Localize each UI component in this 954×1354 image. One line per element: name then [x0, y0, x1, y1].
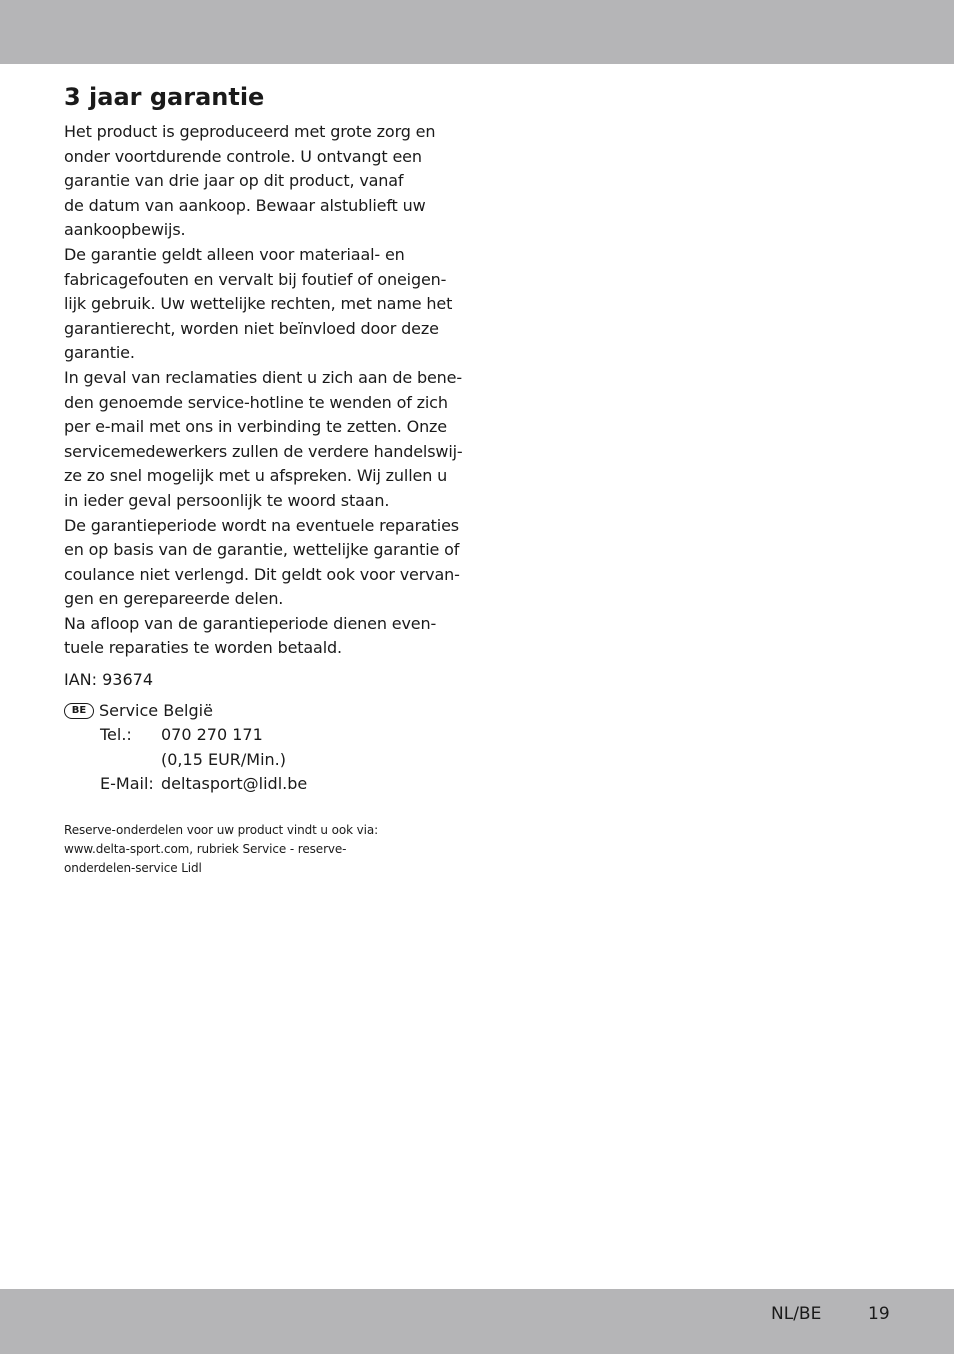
header-band	[0, 0, 954, 64]
tel-row	[64, 723, 474, 748]
rate-row	[64, 748, 474, 773]
service-title-row	[64, 699, 474, 724]
tel-value: 070 270 171	[161, 725, 263, 745]
email-value: deltasport@lidl.be	[161, 774, 308, 794]
paragraph-intro: Het product is geproduceerd met grote zorg en onder voortdurende controle. U ontvangt een garantie van drie jaar op dit product, vanaf de datum van aankoop. Bewaar alstublieft uw aankoopbewijs.	[64, 122, 436, 240]
ian-number: IAN: 93674	[64, 670, 154, 690]
paragraph-scope: De garantie geldt alleen voor materiaal- en fabricagefouten en vervalt bij foutief of oneigen- lijk gebruik. Uw wettelijke rechten, met name het garantierecht, worden niet beïnvloed door deze garantie.	[64, 244, 453, 363]
warranty-section	[64, 80, 474, 878]
service-title: Service België	[99, 700, 213, 720]
country-badge-icon: BE	[64, 703, 94, 719]
tel-label: Tel.:	[100, 725, 132, 745]
paragraph-after: Na afloop van de garantieperiode dienen even- tuele reparaties te worden betaald.	[64, 613, 437, 658]
service-contact	[64, 699, 474, 797]
page-title: 3 jaar garantie	[64, 83, 265, 111]
paragraph-claims: In geval van reclamaties dient u zich aan de bene- den genoemde service-hotline te wenden of zich per e-mail met ons in verbinding te zetten. Onze servicemedewerkers zullen de verdere handelswij- ze zo snel mogelijk met u afspreken. Wij zullen u in ieder geval persoonlijk te woord staan.	[64, 367, 463, 510]
email-row	[64, 772, 474, 797]
page-number: 19	[868, 1304, 890, 1324]
spare-parts-note: Reserve-onderdelen voor uw product vindt u ook via: www.delta-sport.com, rubriek Service - reserve- onderdelen-service Lidl	[64, 823, 379, 876]
paragraph-period: De garantieperiode wordt na eventuele reparaties en op basis van de garantie, wettelijke garantie of coulance niet verlengd. Dit geldt ook voor vervan- gen en gerepareerde delen.	[64, 515, 460, 609]
warranty-body	[64, 120, 474, 661]
tel-rate: (0,15 EUR/Min.)	[161, 749, 286, 769]
email-label: E-Mail:	[100, 774, 154, 794]
footer-language: NL/BE	[771, 1304, 822, 1324]
